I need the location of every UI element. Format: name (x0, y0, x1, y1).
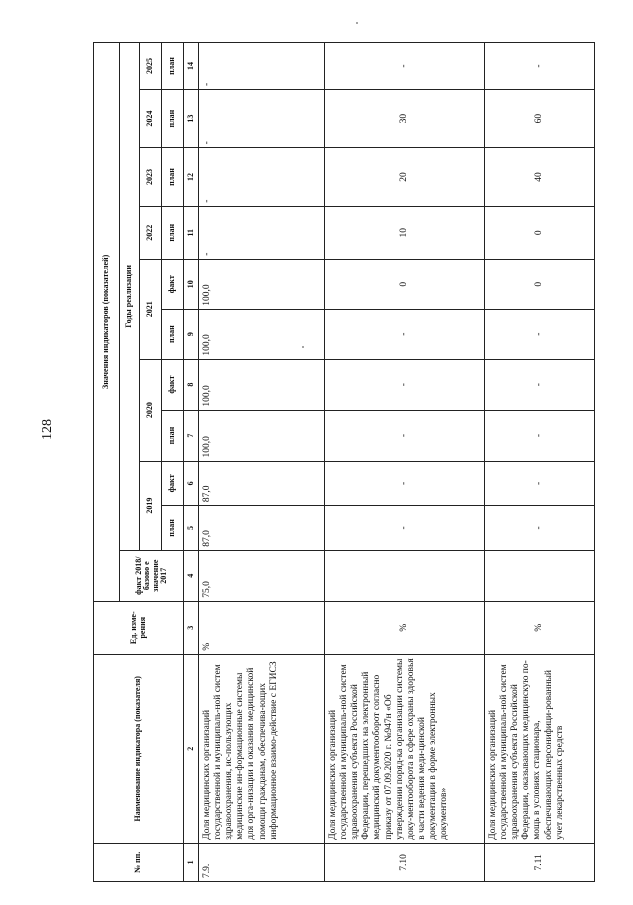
value-2024-plan: 60 (485, 89, 595, 147)
column-number-row (184, 43, 199, 882)
page-number: 128 (40, 419, 55, 440)
header-fact-2019: факт (162, 461, 184, 506)
header-year-2023: 2023 (140, 148, 162, 206)
table-row (485, 43, 595, 882)
value-2020-fact: 100,0 (199, 359, 325, 410)
header-num: № пп. (94, 843, 184, 881)
value-2020-fact: - (325, 359, 485, 410)
value-2025-plan: - (325, 43, 485, 90)
header-year-2024: 2024 (140, 89, 162, 147)
scan-speck (356, 22, 358, 24)
base-value (325, 550, 485, 601)
header-plan-2025: план (162, 43, 184, 90)
rotated-table-container (93, 42, 593, 882)
value-2023-plan: 40 (485, 148, 595, 206)
value-2021-fact: 0 (485, 259, 595, 309)
value-2024-plan: - (199, 89, 325, 147)
header-plan-2022: план (162, 206, 184, 259)
base-value: 75,0 (199, 550, 325, 601)
header-year-2021: 2021 (140, 259, 162, 359)
value-2020-fact: - (485, 359, 595, 410)
header-plan-2020: план (162, 410, 184, 461)
header-unit: Ед. изме-рения (94, 601, 184, 654)
col-number: 1 (184, 843, 199, 881)
row-num: 7.10 (325, 843, 485, 881)
value-2022-plan: 10 (325, 206, 485, 259)
value-2022-plan: 0 (485, 206, 595, 259)
value-2025-plan: - (485, 43, 595, 90)
col-number: 12 (184, 148, 199, 206)
table-row (199, 43, 325, 882)
value-2019-plan: 87,0 (199, 506, 325, 551)
indicator-name: Доля медицинских организаций государственной и муниципаль-ной систем здравоохранения субъекта Российской Федерации, оказывающих медицинскую по-мощь в условиях стационара, обеспечивающих персонифици-рованный учет лекарственных средств (485, 654, 595, 843)
value-2020-plan: - (485, 410, 595, 461)
header-fact-2020: факт (162, 359, 184, 410)
header-year-2022: 2022 (140, 206, 162, 259)
value-2023-plan: - (199, 148, 325, 206)
header-years: Годы реализации (120, 43, 140, 551)
value-2021-fact: 0 (325, 259, 485, 309)
row-num: 7.11 (485, 843, 595, 881)
col-number: 13 (184, 89, 199, 147)
value-2021-fact: 100,0 (199, 259, 325, 309)
unit-cell: % (199, 601, 325, 654)
header-plan-2019: план (162, 506, 184, 551)
col-number: 5 (184, 506, 199, 551)
value-2020-plan: 100,0 (199, 410, 325, 461)
col-number: 14 (184, 43, 199, 90)
base-value (485, 550, 595, 601)
header-year-2025: 2025 (140, 43, 162, 90)
value-2019-plan: - (325, 506, 485, 551)
indicator-name: Доля медицинских организаций государственной и муниципаль-ной систем здравоохранения субъекта Российской Федерации, перешедших на электронный медицинский документооборот согласно приказу от 07.09.2020 г. №947н «Об утверждении поряд-ка организации системы доку-ментооборота в сфере охраны здоровья в части ведения меди-цинской документации в форме электронных документов» (325, 654, 485, 843)
value-2024-plan: 30 (325, 89, 485, 147)
header-plan-2024: план (162, 89, 184, 147)
value-2019-plan: - (485, 506, 595, 551)
indicator-table (93, 42, 595, 882)
value-2019-fact: - (485, 461, 595, 506)
header-fact-base: факт 2018/базово е значение 2017 (120, 550, 184, 601)
col-number: 3 (184, 601, 199, 654)
value-2025-plan: - (199, 43, 325, 90)
header-year-2019: 2019 (140, 461, 162, 550)
value-2021-plan: - (325, 309, 485, 359)
value-2021-plan: 100,0 (199, 309, 325, 359)
value-2021-plan: - (485, 309, 595, 359)
col-number: 2 (184, 654, 199, 843)
unit-cell: % (325, 601, 485, 654)
header-name: Наименование индикатора (показателя) (94, 654, 184, 843)
row-num: 7.9. (199, 843, 325, 881)
table-row (325, 43, 485, 882)
col-number: 11 (184, 206, 199, 259)
col-number: 6 (184, 461, 199, 506)
value-2023-plan: 20 (325, 148, 485, 206)
header-year-2020: 2020 (140, 359, 162, 461)
indicator-name: Доля медицинских организаций государственной и муниципаль-ной систем здравоохранения, ис-пользующих медицинские ин-формационные системы для орга-низации и оказания медицинской помощи гражданам, обеспечива-ющих информационное взаимо-действие с ЕГИСЗ (199, 654, 325, 843)
col-number: 10 (184, 259, 199, 309)
header-fact-2021: факт (162, 259, 184, 309)
value-2019-fact: 87,0 (199, 461, 325, 506)
col-number: 4 (184, 550, 199, 601)
scan-speck (302, 346, 304, 348)
header-values: Значения индикаторов (показателей) (94, 43, 120, 602)
col-number: 7 (184, 410, 199, 461)
col-number: 8 (184, 359, 199, 410)
header-plan-2021: план (162, 309, 184, 359)
header-plan-2023: план (162, 148, 184, 206)
col-number: 9 (184, 309, 199, 359)
unit-cell: % (485, 601, 595, 654)
value-2020-plan: - (325, 410, 485, 461)
value-2022-plan: - (199, 206, 325, 259)
value-2019-fact: - (325, 461, 485, 506)
